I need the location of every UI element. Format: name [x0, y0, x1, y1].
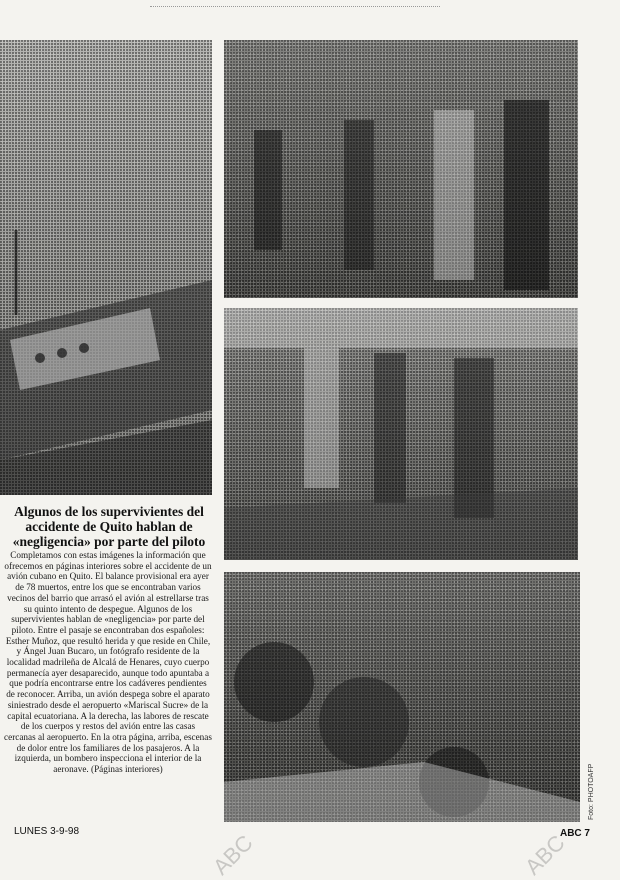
rescue-scene-illustration	[224, 308, 578, 560]
wreckage-illustration	[224, 572, 580, 822]
crashed-plane-photo	[0, 40, 212, 495]
article-body: Completamos con estas imágenes la información que ofrecemos en páginas interiores sobre el accidente de un avión cubano en Quito. El balance provisional era ayer de 78 muertos, entre los que se encontraban varios vecinos del barrio que arrasó el avión al estrellarse tras su quinto intento de despegue. Algunos de los supervivientes hablan de «negligencia» por parte del piloto. Entre el pasaje se encontraban dos españoles: Esther Muñoz, que resultó herida y que reside en Chile, y Ángel Juan Bucaro, un fotógrafo residente de la localidad madrileña de Alcalá de Henares, cuyo cuerpo permanecía ayer desaparecido, aunque todo apuntaba a que podría encontrarse entre los cadáveres pendientes de reconocer. Arriba, un avión despega sobre el aparato siniestrado desde el aeropuerto «Mariscal Sucre» de la capital ecuatoriana. A la derecha, las labores de rescate de los cuerpos y restos del avión entre las casas cercanas al aeropuerto. En la otra página, arriba, escenas de dolor entre los familiares de los pasajeros. A la izquierda, un bombero inspecciona el interior de la aeronave. (Páginas interiores)	[4, 550, 212, 775]
rescue-workers-photo	[224, 308, 578, 560]
figures-illustration	[224, 40, 578, 298]
mourning-relatives-photo	[224, 40, 578, 298]
plane-fuselage-illustration	[0, 40, 212, 495]
wreckage-photo	[224, 572, 580, 822]
issue-date: LUNES 3-9-98	[14, 826, 80, 837]
top-rule	[150, 6, 440, 7]
article-headline: Algunos de los supervivientes del accidente de Quito hablan de «negligencia» por parte del piloto	[12, 504, 206, 549]
photo-credit: Foto: PHOTOAFP	[588, 763, 595, 820]
watermark-right: ABC	[520, 830, 570, 880]
page-number: ABC 7	[559, 828, 590, 839]
watermark-left: ABC	[208, 830, 258, 880]
